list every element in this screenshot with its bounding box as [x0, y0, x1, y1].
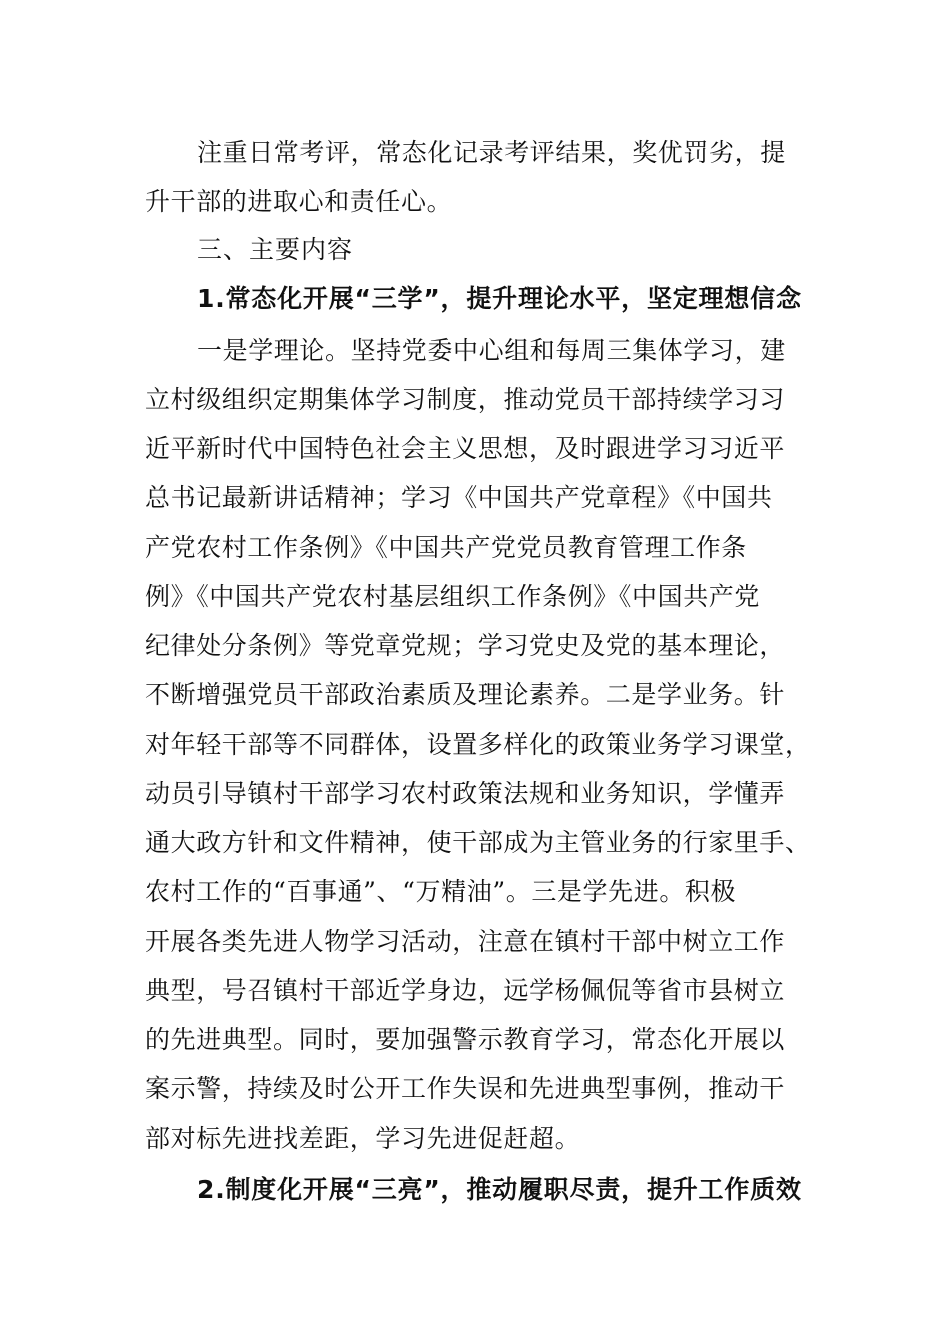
paragraph-1-line-8: 不断增强党员干部政治素质及理论素养。二是学业务。针	[145, 680, 786, 709]
paragraph-1-line-16: 案示警，持续及时公开工作失误和先进典型事例，推动干	[145, 1074, 786, 1103]
paragraph-1-line-13: 开展各类先进人物学习活动，注意在镇村干部中树立工作	[145, 927, 786, 956]
paragraph-1-line-17: 部对标先进找差距，学习先进促赶超。	[145, 1124, 581, 1153]
intro-line-1: 注重日常考评，常态化记录考评结果，奖优罚劣，提	[197, 138, 786, 167]
paragraph-1-line-1: 一是学理论。坚持党委中心组和每周三集体学习，建	[197, 336, 786, 365]
section-heading: 三、主要内容	[197, 235, 354, 264]
subheading-2: 2.制度化开展“三亮”，推动履职尽责，提升工作质效	[197, 1175, 802, 1204]
paragraph-1-line-6: 例》《中国共产党农村基层组织工作条例》《中国共产党	[145, 582, 761, 611]
subheading-1: 1.常态化开展“三学”，提升理论水平，坚定理想信念	[197, 284, 802, 313]
paragraph-1-line-3: 近平新时代中国特色社会主义思想，及时跟进学习习近平	[145, 434, 786, 463]
paragraph-1-line-10: 动员引导镇村干部学习农村政策法规和业务知识，学懂弄	[145, 779, 786, 808]
paragraph-1-line-9: 对年轻干部等不同群体，设置多样化的政策业务学习课堂，	[145, 730, 811, 759]
paragraph-1-line-15: 的先进典型。同时，要加强警示教育学习，常态化开展以	[145, 1025, 786, 1054]
paragraph-1-line-12: 农村工作的“百事通”、“万精油”。三是学先进。积极	[145, 877, 737, 906]
intro-line-2: 升干部的进取心和责任心。	[145, 187, 453, 216]
paragraph-1-line-5: 产党农村工作条例》《中国共产党党员教育管理工作条	[145, 533, 747, 562]
paragraph-1-line-11: 通大政方针和文件精神，使干部成为主管业务的行家里手、	[145, 828, 811, 857]
paragraph-1-line-7: 纪律处分条例》等党章党规；学习党史及党的基本理论，	[145, 631, 786, 660]
paragraph-1-line-4: 总书记最新讲话精神；学习《中国共产党章程》《中国共	[145, 483, 773, 512]
paragraph-1-line-14: 典型，号召镇村干部近学身边，远学杨佩侃等省市县树立	[145, 976, 786, 1005]
paragraph-1-line-2: 立村级组织定期集体学习制度，推动党员干部持续学习习	[145, 385, 786, 414]
